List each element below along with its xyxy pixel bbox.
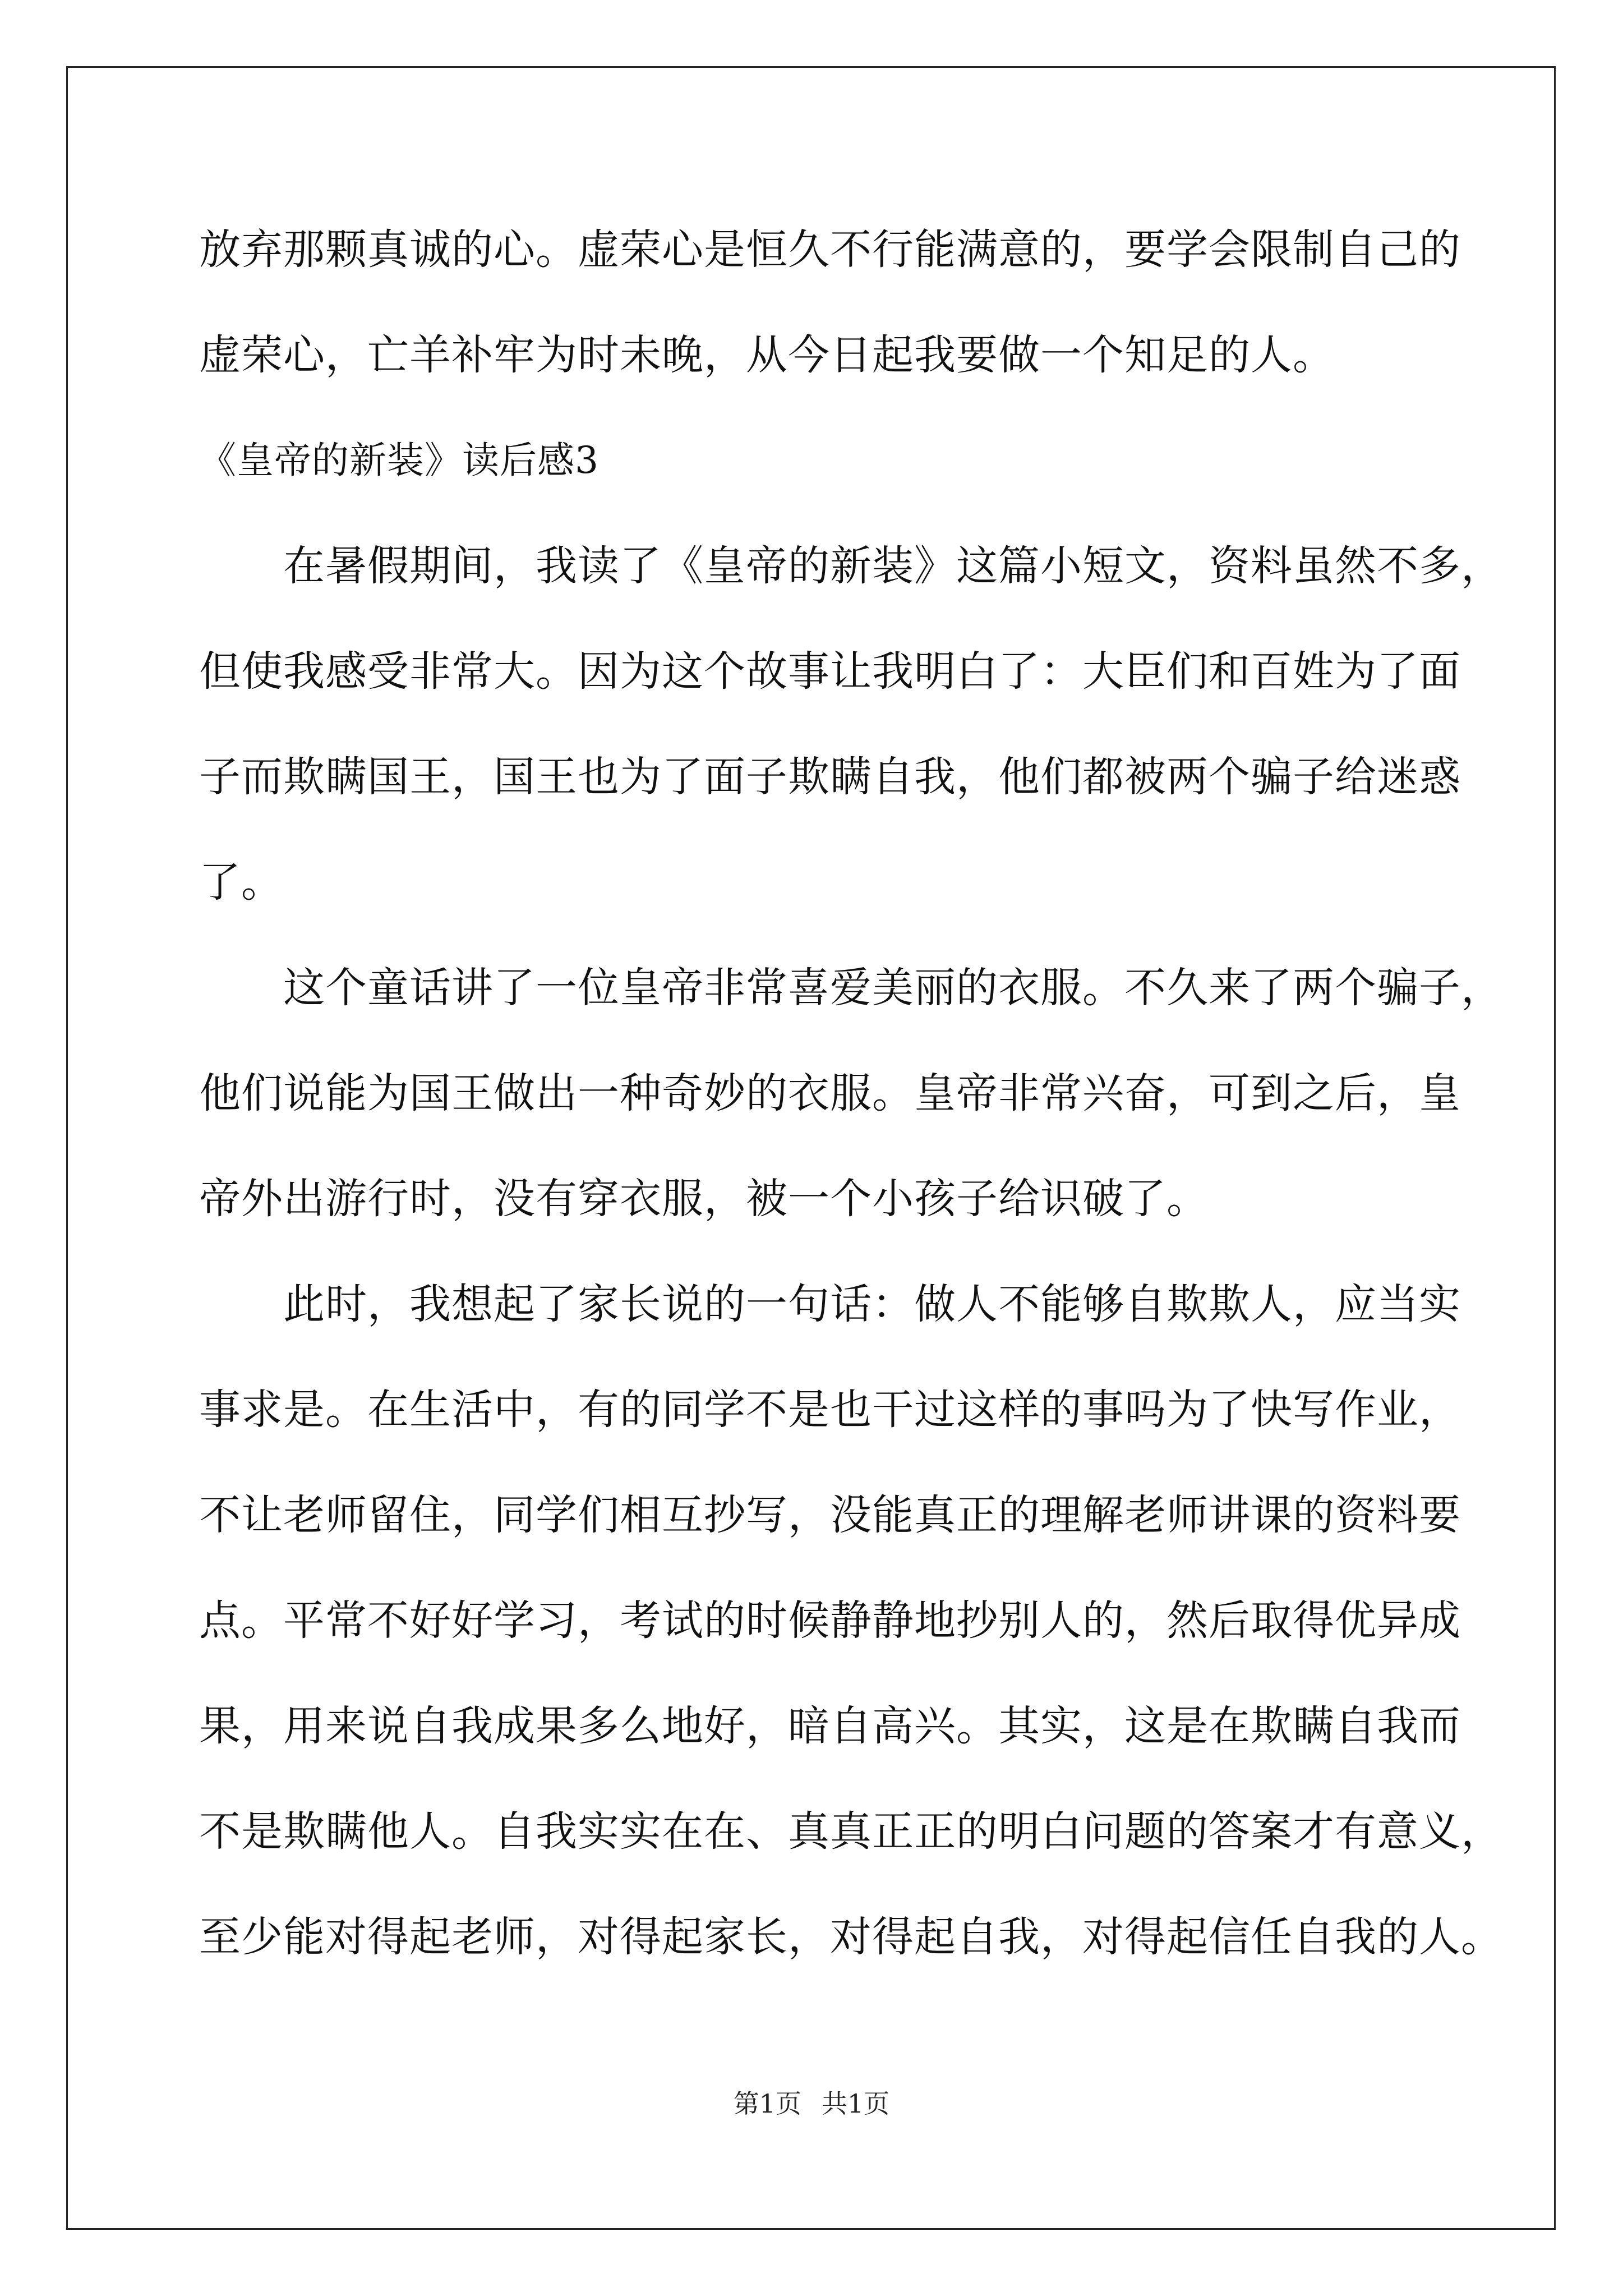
text-line: 不让老师留住，同学们相互抄写，没能真正的理解老师讲课的资料要 bbox=[199, 1491, 1461, 1539]
text-line: 但使我感受非常大。因为这个故事让我明白了：大臣们和百姓为了面 bbox=[199, 647, 1461, 696]
page-number: 第1页 bbox=[733, 2088, 801, 2119]
text-line: 至少能对得起老师，对得起家长，对得起自我，对得起信任自我的人。 bbox=[199, 1913, 1503, 1961]
section-heading: 《皇帝的新装》读后感3 bbox=[199, 439, 599, 482]
text-line: 帝外出游行时，没有穿衣服，被一个小孩子给识破了。 bbox=[199, 1175, 1209, 1223]
paragraph-start: 在暑假期间，我读了《皇帝的新装》这篇小短文，资料虽然不多， bbox=[283, 542, 1503, 590]
text-line: 虚荣心，亡羊补牢为时未晚，从今日起我要做一个知足的人。 bbox=[199, 331, 1335, 379]
text-line: 子而欺瞒国王，国王也为了面子欺瞒自我，他们都被两个骗子给迷惑 bbox=[199, 753, 1461, 801]
paragraph-start: 此时，我想起了家长说的一句话：做人不能够自欺欺人，应当实 bbox=[283, 1280, 1461, 1328]
page-total: 共1页 bbox=[822, 2088, 890, 2119]
text-line: 了。 bbox=[199, 858, 283, 907]
text-line: 不是欺瞒他人。自我实实在在、真真正正的明白问题的答案才有意义， bbox=[199, 1807, 1503, 1856]
document-body bbox=[199, 216, 1503, 2009]
text-line: 点。平常不好好学习，考试的时候静静地抄别人的，然后取得优异成 bbox=[199, 1596, 1461, 1645]
text-line: 事求是。在生活中，有的同学不是也干过这样的事吗为了快写作业， bbox=[199, 1386, 1461, 1434]
text-line: 他们说能为国王做出一种奇妙的衣服。皇帝非常兴奋，可到之后，皇 bbox=[199, 1069, 1461, 1117]
paragraph-start: 这个童话讲了一位皇帝非常喜爱美丽的衣服。不久来了两个骗子， bbox=[283, 964, 1503, 1012]
text-line: 果，用来说自我成果多么地好，暗自高兴。其实，这是在欺瞒自我而 bbox=[199, 1702, 1461, 1750]
page-footer bbox=[0, 2087, 1623, 2120]
text-line: 放弃那颗真诚的心。虚荣心是恒久不行能满意的，要学会限制自己的 bbox=[199, 226, 1461, 274]
